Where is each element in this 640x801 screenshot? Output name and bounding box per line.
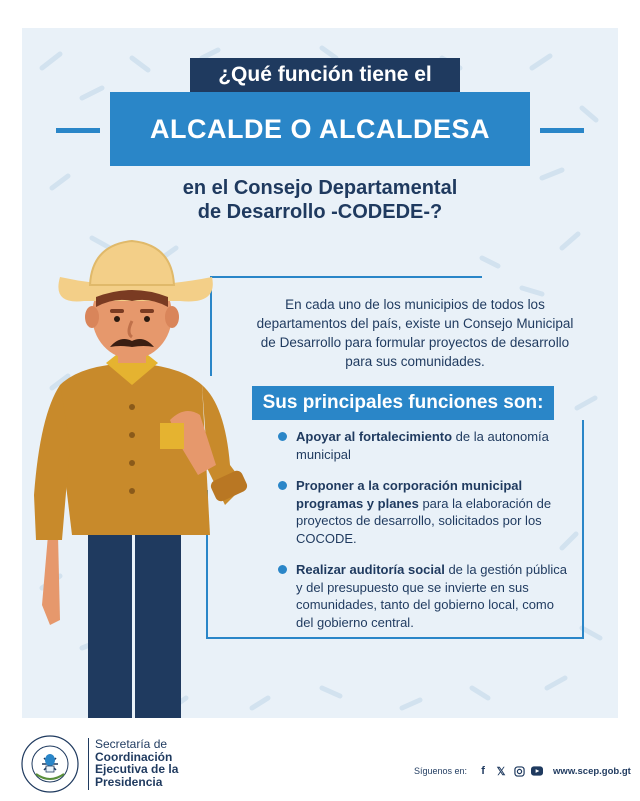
- left-eyebrow: [110, 309, 124, 313]
- hat-crown: [90, 241, 174, 285]
- footer: [0, 718, 640, 801]
- subtitle-line-2: de Desarrollo -CODEDE-?: [197, 201, 443, 223]
- function-bold: Apoyar al fortalecimiento: [296, 429, 453, 444]
- org-line-2: Coordinación: [95, 749, 173, 764]
- bullet-icon: [278, 565, 287, 574]
- right-eye: [144, 316, 150, 322]
- function-bold: Realizar auditoría social: [296, 562, 445, 577]
- left-hand: [42, 535, 60, 625]
- social-links: [414, 765, 631, 777]
- right-leg: [135, 525, 181, 720]
- youtube-icon[interactable]: [531, 765, 543, 777]
- follow-label: Síguenos en:: [414, 766, 468, 776]
- left-eye: [114, 316, 120, 322]
- org-line-1: Secretaría de: [95, 737, 168, 751]
- shirt-button: [129, 404, 135, 410]
- subtitle-line-1: en el Consejo Departamental: [182, 177, 458, 199]
- intro-paragraph: En cada uno de los municipios de todos los departamentos del país, existe un Consejo Municipal de Desarrollo para formular proyectos de desarrollo para sus comunidades.: [256, 297, 574, 369]
- organization-name: [95, 738, 178, 788]
- left-ear: [85, 306, 99, 328]
- functions-list: [278, 428, 568, 645]
- subtitle: [140, 176, 500, 224]
- highlight-title: ALCALDE O ALCALDESA: [110, 92, 530, 166]
- function-text: de la gestión pública y del presupuesto que se invierte en sus comunidades, tanto del gobierno local, como del gobierno central.: [296, 562, 567, 630]
- org-line-4: Presidencia: [95, 774, 163, 789]
- footer-divider: [88, 738, 89, 790]
- function-bold: Proponer a la corporación municipal programas y planes: [296, 478, 523, 511]
- functions-header: Sus principales funciones son:: [252, 386, 554, 420]
- guatemala-emblem-icon: [20, 734, 80, 794]
- shirt-pocket: [160, 423, 184, 449]
- right-eyebrow: [140, 309, 154, 313]
- facebook-icon[interactable]: f: [481, 765, 485, 777]
- question-title: ¿Qué función tiene el: [190, 58, 460, 92]
- website-link[interactable]: www.scep.gob.gt: [553, 765, 631, 777]
- shirt-button: [129, 488, 135, 494]
- list-item: [278, 561, 568, 631]
- x-icon[interactable]: 𝕏: [496, 765, 506, 778]
- frame-right-line: [582, 420, 584, 639]
- left-accent-line: [56, 128, 100, 133]
- bullet-icon: [278, 432, 287, 441]
- list-item: [278, 477, 568, 547]
- function-text: de la autonomía municipal: [296, 429, 549, 462]
- bullet-icon: [278, 481, 287, 490]
- left-leg: [88, 525, 132, 720]
- shirt-button: [129, 432, 135, 438]
- right-accent-line: [540, 128, 584, 133]
- function-text: para la elaboración de proyectos de desarrollo, solicitados por los COCODE.: [296, 495, 552, 546]
- org-line-3: Ejecutiva de la: [95, 762, 179, 776]
- shirt-button: [129, 460, 135, 466]
- instagram-icon[interactable]: [513, 765, 525, 777]
- list-item: [278, 428, 568, 463]
- right-ear: [165, 306, 179, 328]
- mayor-illustration: [20, 235, 260, 720]
